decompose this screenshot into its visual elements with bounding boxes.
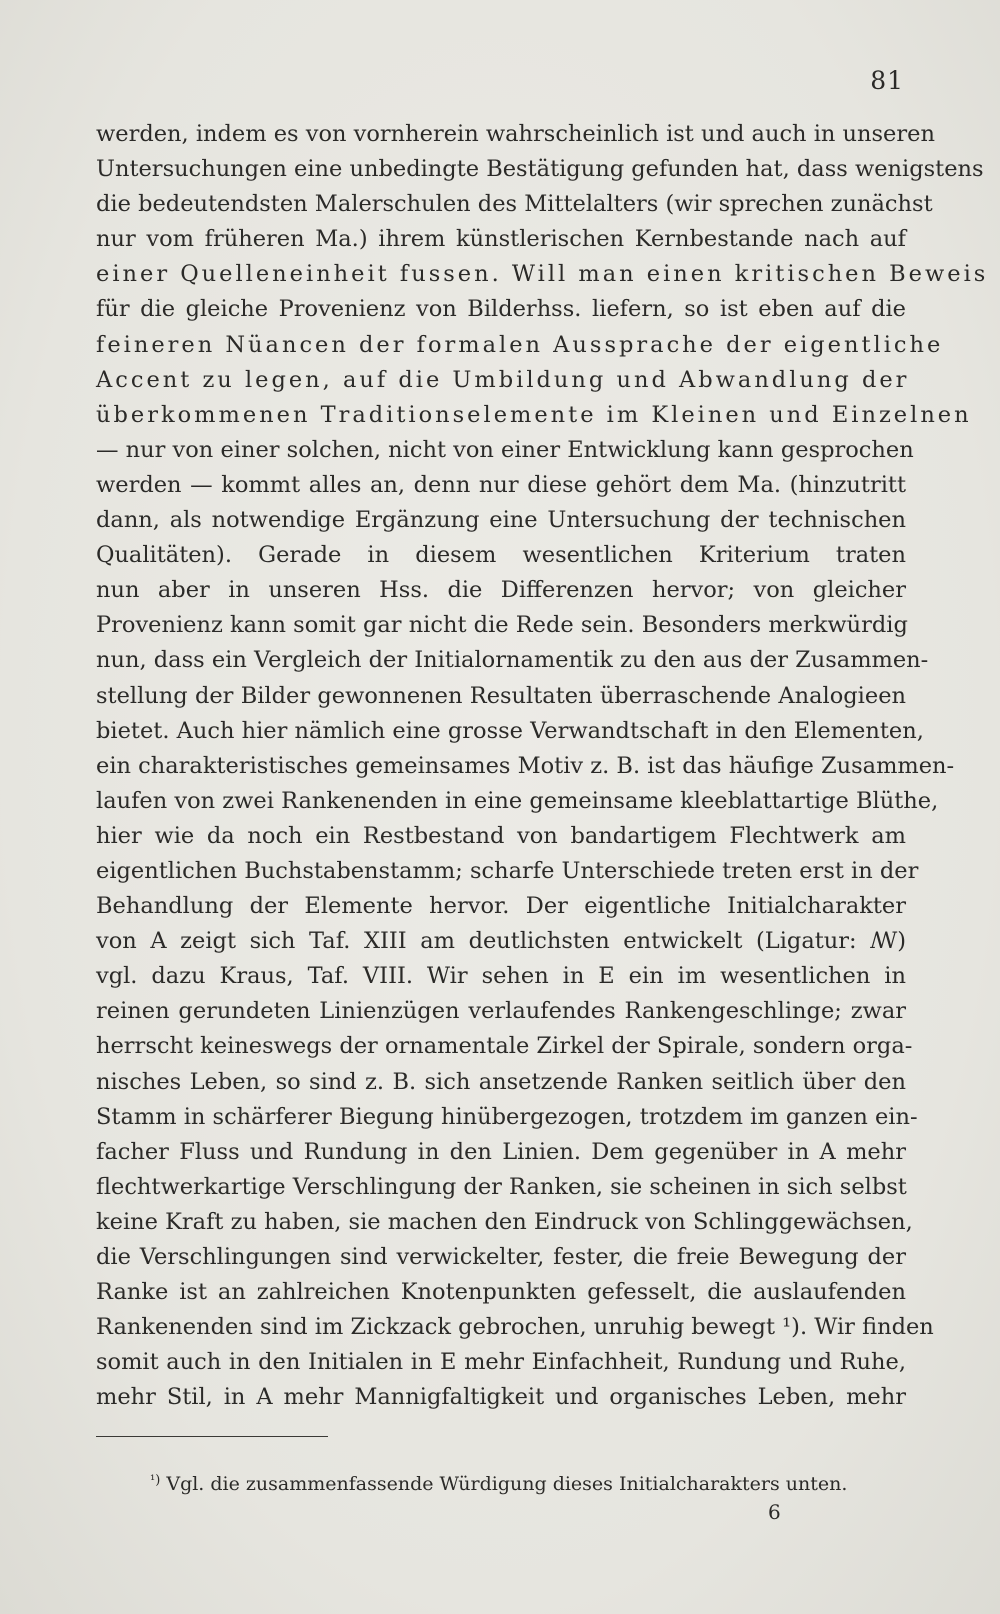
text-line: die bedeutendsten Malerschulen des Mittelalters (wir sprechen zunächst	[96, 191, 933, 218]
text-line: reinen gerundeten Linienzügen verlaufendes Rankengeschlinge; zwar	[96, 998, 906, 1025]
text-line: somit auch in den Initialen in E mehr Einfachheit, Rundung und Ruhe,	[96, 1349, 906, 1376]
text-line: nur vom früheren Ma.) ihrem künstlerischen Kernbestande nach auf	[96, 226, 906, 253]
text-line: flechtwerkartige Verschlingung der Ranken, sie scheinen in sich selbst	[96, 1173, 907, 1200]
text-line: facher Fluss und Rundung in den Linien. Dem gegenüber in A mehr	[96, 1138, 906, 1165]
footnote-divider	[96, 1436, 328, 1437]
text-line: ein charakteristisches gemeinsames Motiv z. B. ist das häufige Zusammen-	[96, 752, 955, 779]
text-line: herrscht keineswegs der ornamentale Zirkel der Spirale, sondern orga-	[96, 1033, 913, 1060]
body-text	[96, 117, 989, 1415]
text-line: Ranke ist an zahlreichen Knotenpunkten gefesselt, die auslaufenden	[96, 1279, 906, 1306]
text-line: Provenienz kann somit gar nicht die Rede sein. Besonders merkwürdig	[96, 612, 908, 639]
text-line: werden — kommt alles an, denn nur diese gehört dem Ma. (hinzutritt	[96, 471, 906, 498]
text-line: nisches Leben, so sind z. B. sich ansetzende Ranken seitlich über den	[96, 1068, 906, 1095]
text-line: nun aber in unseren Hss. die Differenzen hervor; von gleicher	[96, 577, 906, 604]
text-line: dann, als notwendige Ergänzung eine Untersuchung der technischen	[96, 507, 906, 534]
text-line: stellung der Bilder gewonnenen Resultaten überraschende Analogieen	[96, 682, 906, 709]
signature-mark: 6	[768, 1500, 781, 1524]
text-line: überkommenen Traditionselemente im Kleinen und Einzelnen	[96, 401, 972, 428]
text-line: Rankenenden sind im Zickzack gebrochen, unruhig bewegt ¹). Wir finden	[96, 1314, 934, 1341]
text-line: keine Kraft zu haben, sie machen den Eindruck von Schlinggewächsen,	[96, 1208, 913, 1235]
text-line: bietet. Auch hier nämlich eine grosse Verwandtschaft in den Elementen,	[96, 717, 924, 744]
text-line: Accent zu legen, auf die Umbildung und Abwandlung der	[96, 366, 910, 393]
text-line: mehr Stil, in A mehr Mannigfaltigkeit und organisches Leben, mehr	[96, 1384, 906, 1411]
text-line: nun, dass ein Vergleich der Initialornamentik zu den aus der Zusammen-	[96, 647, 929, 674]
text-line: einer Quelleneinheit fussen. Will man einen kritischen Beweis	[96, 261, 989, 288]
footnote-marker: ¹)	[150, 1473, 161, 1488]
text-line: Qualitäten). Gerade in diesem wesentlichen Kriterium traten	[96, 542, 906, 569]
text-line: feineren Nüancen der formalen Aussprache der eigentliche	[96, 331, 944, 358]
text-line: eigentlichen Buchstabenstamm; scharfe Unterschiede treten erst in der	[96, 857, 919, 884]
text-line: die Verschlingungen sind verwickelter, fester, die freie Bewegung der	[96, 1244, 906, 1270]
text-line: Behandlung der Elemente hervor. Der eigentliche Initialcharakter	[96, 893, 906, 920]
page-number: 81	[870, 66, 904, 95]
text-line: laufen von zwei Rankenenden in eine gemeinsame kleeblattartige Blüthe,	[96, 787, 939, 814]
text-line: — nur von einer solchen, nicht von einer Entwicklung kann gesprochen	[96, 436, 914, 463]
text-line: vgl. dazu Kraus, Taf. VIII. Wir sehen in E ein im wesentlichen in	[96, 963, 906, 990]
footnote	[150, 1468, 847, 1497]
text-line: von A zeigt sich Taf. XIII am deutlichsten entwickelt (Ligatur: ꟿ)	[96, 928, 906, 955]
text-line: Stamm in schärferer Biegung hinübergezogen, trotzdem im ganzen ein-	[96, 1103, 918, 1130]
text-line: werden, indem es von vornherein wahrscheinlich ist und auch in unseren	[96, 121, 935, 147]
footnote-text: Vgl. die zusammenfassende Würdigung dieses Initialcharakters unten.	[166, 1473, 848, 1495]
text-line: Untersuchungen eine unbedingte Bestätigung gefunden hat, dass wenigstens	[96, 156, 984, 183]
text-line: hier wie da noch ein Restbestand von bandartigem Flechtwerk am	[96, 822, 906, 849]
text-line: für die gleiche Provenienz von Bilderhss. liefern, so ist eben auf die	[96, 296, 906, 323]
